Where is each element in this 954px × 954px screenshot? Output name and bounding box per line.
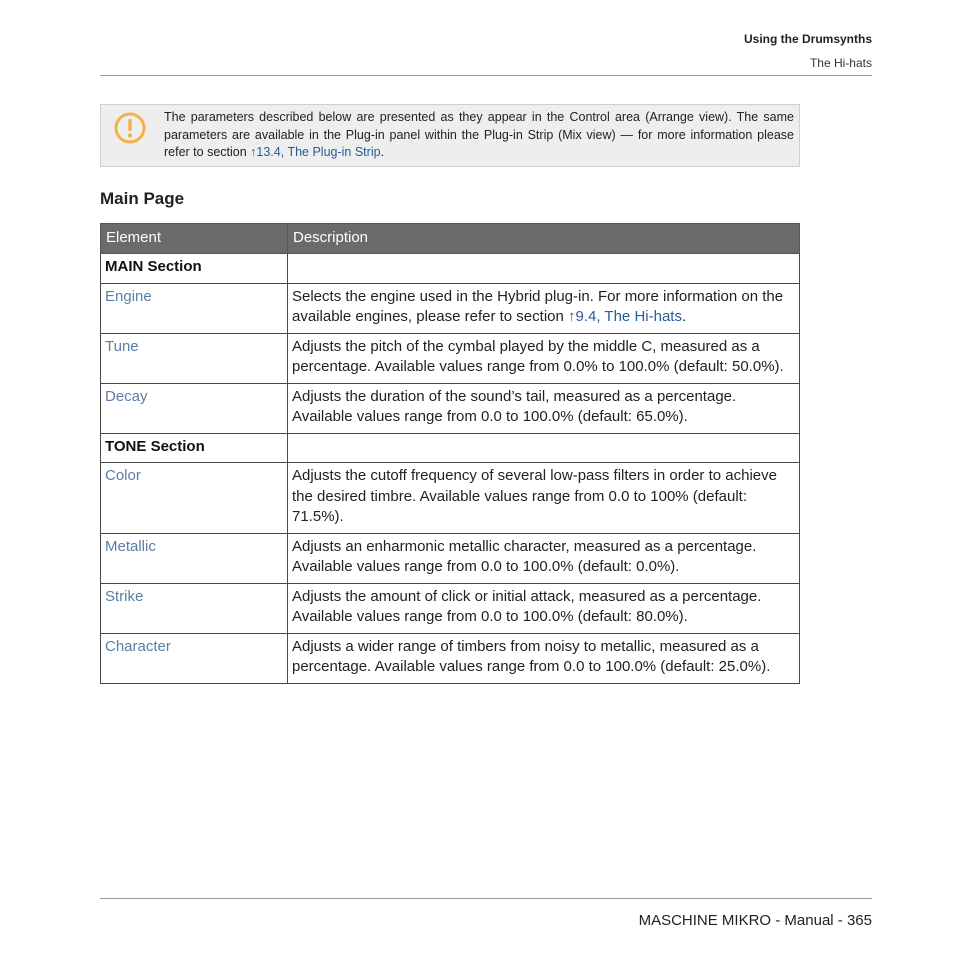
element-strike[interactable]: Strike	[101, 583, 288, 633]
description-metallic: Adjusts an enharmonic metallic character, measured as a percentage. Available values range from 0.0 to 100.0% (default: 0.0%).	[288, 533, 800, 583]
description-color: Adjusts the cutoff frequency of several low-pass filters in order to achieve the desired timbre. Available values range from 0.0 to 100% (default: 71.5%).	[288, 463, 800, 534]
table-section-row	[101, 254, 800, 284]
column-header-element: Element	[101, 224, 288, 254]
footer-divider	[100, 898, 872, 899]
note-text	[164, 109, 794, 162]
description-decay: Adjusts the duration of the sound’s tail, measured as a percentage. Available values range from 0.0 to 100.0% (default: 65.0%).	[288, 383, 800, 433]
note-link[interactable]: ↑13.4, The Plug-in Strip	[250, 145, 381, 159]
table-row	[101, 463, 800, 534]
table-row	[101, 533, 800, 583]
description-text-end: .	[681, 308, 687, 325]
header-divider	[100, 75, 872, 76]
element-engine[interactable]: Engine	[101, 283, 288, 333]
table-header-row	[101, 224, 800, 254]
description-character: Adjusts a wider range of timbers from noisy to metallic, measured as a percentage. Available values range from 0.0 to 100.0% (default: 25.0%).	[288, 633, 800, 683]
table-row	[101, 383, 800, 433]
empty-cell	[288, 433, 800, 463]
footer-page-label: MASCHINE MIKRO - Manual - 365	[638, 912, 872, 929]
description-text: Selects the engine used in the Hybrid plug-in. For more information on the available engines, please refer to section	[292, 287, 784, 325]
note-text-end: .	[380, 145, 385, 159]
description-tune: Adjusts the pitch of the cymbal played by the middle C, measured as a percentage. Available values range from 0.0% to 100.0% (default: 50.0%).	[288, 333, 800, 383]
engine-section-link[interactable]: ↑9.4, The Hi-hats	[568, 308, 682, 325]
table-row	[101, 283, 800, 333]
description-strike: Adjusts the amount of click or initial attack, measured as a percentage. Available values range from 0.0 to 100.0% (default: 80.0%).	[288, 583, 800, 633]
element-color[interactable]: Color	[101, 463, 288, 534]
parameters-table	[100, 223, 800, 684]
column-header-description: Description	[288, 224, 800, 254]
note-text-body: The parameters described below are presented as they appear in the Control area (Arrange view). The same parameters are available in the Plug-in panel within the Plug-in Strip (Mix view) — for more information please refer to section	[164, 110, 794, 159]
exclamation-icon	[114, 112, 146, 144]
description-engine	[288, 283, 800, 333]
note-box	[100, 104, 800, 167]
empty-cell	[288, 254, 800, 284]
section-label-tone: TONE Section	[101, 433, 288, 463]
table-row	[101, 633, 800, 683]
element-character[interactable]: Character	[101, 633, 288, 683]
element-metallic[interactable]: Metallic	[101, 533, 288, 583]
page-heading: Main Page	[100, 189, 185, 208]
header-chapter-title: Using the Drumsynths	[743, 32, 872, 46]
element-decay[interactable]: Decay	[101, 383, 288, 433]
element-tune[interactable]: Tune	[101, 333, 288, 383]
header-section-title: The Hi-hats	[809, 56, 872, 70]
section-label-main: MAIN Section	[101, 254, 288, 284]
table-section-row	[101, 433, 800, 463]
table-row	[101, 583, 800, 633]
table-row	[101, 333, 800, 383]
